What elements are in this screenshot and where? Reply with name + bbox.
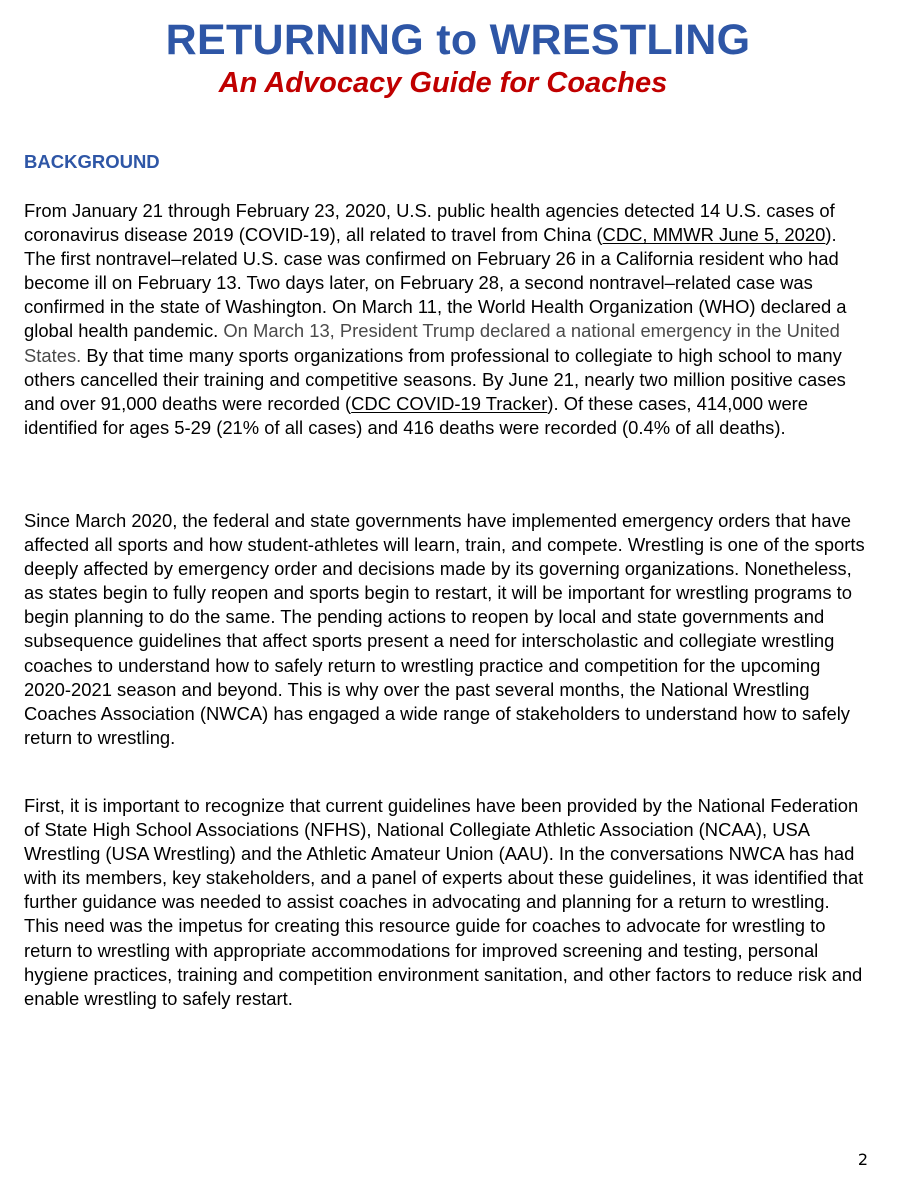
paragraph-text: From January 21 through February 23, 2020, U.S. public health agencies detected 14 U.S. cases of coronavirus disease 2019 (COVID-19), all related to travel from China (: [24, 200, 835, 246]
paragraph-text-gray: On March 13, President Trump declared a national emergency in the United States.: [24, 320, 840, 366]
paragraph-text: By that time many sports organizations from professional to collegiate to high school to many others cancelled their training and competitive seasons. By June 21, nearly two million positive cases and over 91,000 deaths were recorded (: [24, 344, 846, 414]
paragraph-covid-timeline: [24, 199, 869, 440]
paragraph-text: ). The first nontravel–related U.S. case was confirmed on February 26 in a California resident who had become ill on February 13. Two days later, on February 28, a second nontravel–related case was confirmed in the state of Washington. On March 11, the World Health Organization (WHO) declared a global health pandemic.: [24, 224, 847, 342]
paragraph-guidelines: First, it is important to recognize that current guidelines have been provided by the National Federation of State High School Associations (NFHS), National Collegiate Athletic Association (NCAA), USA Wrestling (USA Wrestling) and the Athletic Amateur Union (AAU). In the conversations NWCA has had with its members, key stakeholders, and a panel of experts about these guidelines, it was identified that further guidance was needed to assist coaches in advocating and planning for a return to wrestling. This need was the impetus for creating this resource guide for coaches to advocate for wrestling to return to wrestling with appropriate accommodations for improved screening and testing, personal hygiene practices, training and competition environment sanitation, and other factors to reduce risk and enable wrestling to safely restart.: [24, 795, 864, 1009]
paragraph-text: ). Of these cases, 414,000 were identified for ages 5-29 (21% of all cases) and 416 deaths were recorded (0.4% of all deaths).: [24, 392, 809, 438]
page-number: 2: [857, 1150, 868, 1169]
section-heading-background: BACKGROUND: [24, 151, 160, 172]
link-cdc-mmwr[interactable]: CDC, MMWR June 5, 2020: [602, 224, 826, 246]
document-title: RETURNING to WRESTLING: [165, 16, 751, 64]
document-subtitle: An Advocacy Guide for Coaches: [218, 67, 668, 99]
paragraph-emergency-orders: Since March 2020, the federal and state governments have implemented emergency orders that have affected all sports and how student-athletes will learn, train, and compete. Wrestling is one of the sports deeply affected by emergency order and decisions made by its governing organizations. Nonetheless, as states begin to fully reopen and sports begin to restart, it will be important for wrestling programs to begin planning to do the same. The pending actions to reopen by local and state governments and subsequence guidelines that affect sports present a need for interscholastic and collegiate wrestling coaches to understand how to safely return to wrestling practice and competition for the upcoming 2020-2021 season and beyond. This is why over the past several months, the National Wrestling Coaches Association (NWCA) has engaged a wide range of stakeholders to understand how to safely return to wrestling.: [24, 510, 865, 748]
link-cdc-covid-tracker[interactable]: CDC COVID-19 Tracker: [351, 392, 548, 414]
